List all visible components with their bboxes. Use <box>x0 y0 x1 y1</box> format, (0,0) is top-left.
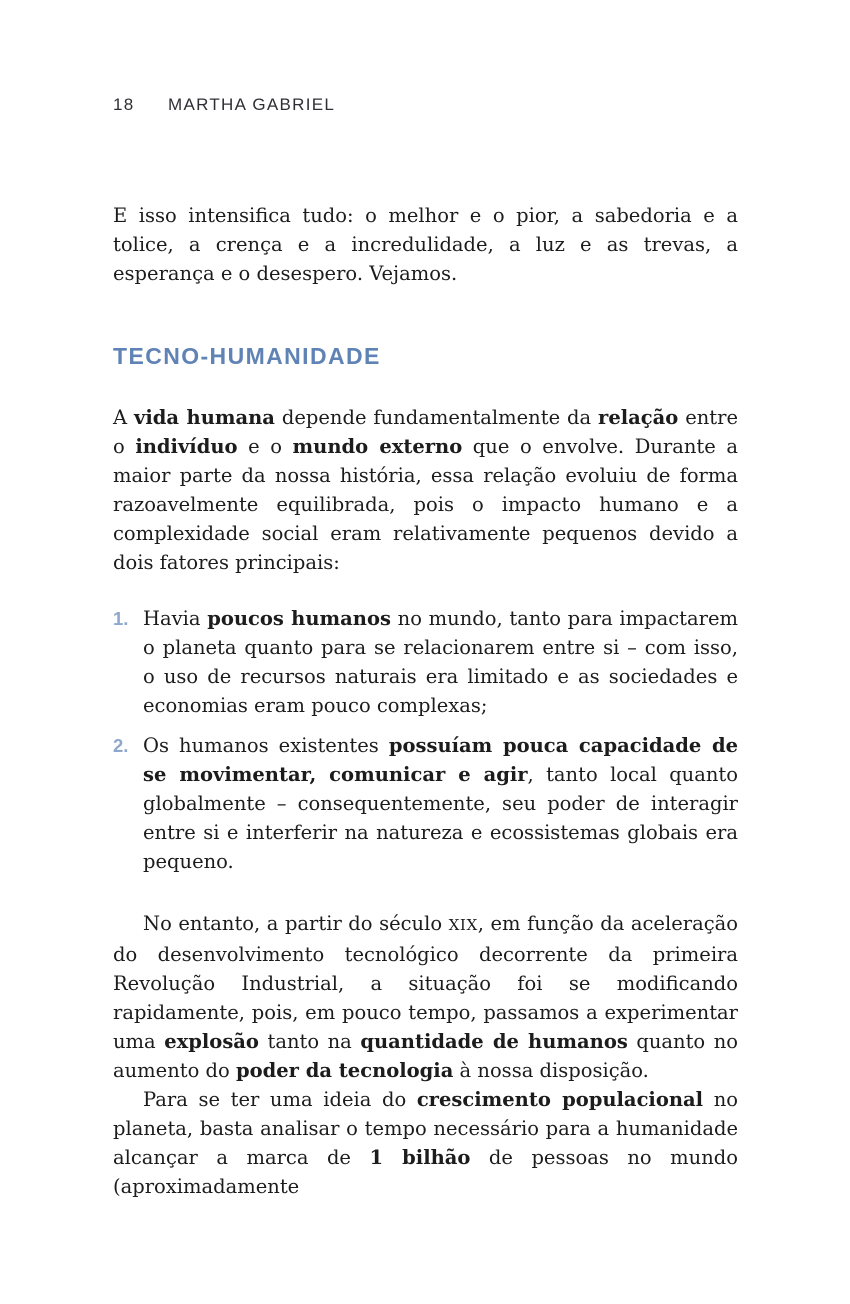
emphasized-text: quantidade de humanos <box>360 1030 628 1053</box>
body-text: No entanto, a partir do século <box>143 912 449 935</box>
body-text: E isso intensifica tudo: o melhor e o pior, a sabedoria e a tolice, a crença e a incredulidade, a luz e as trevas, a esperança e o desespero. Vejamos. <box>113 204 738 285</box>
paragraph <box>113 201 738 288</box>
list-item-text <box>143 604 738 720</box>
list-item-number: 1. <box>113 608 129 629</box>
body-text: Para se ter uma ideia do <box>143 1088 417 1111</box>
emphasized-text: poder da tecnologia <box>235 1059 454 1082</box>
body-text: tanto na <box>258 1030 361 1053</box>
list-item-text <box>143 731 738 876</box>
paragraph <box>113 403 738 577</box>
body-text: , tanto local quanto globalmente – consequentemente, seu poder de interagir entre si e interferir na natureza e ecossistemas globais era pequeno. <box>143 763 738 873</box>
emphasized-text: crescimento populacional <box>416 1088 704 1111</box>
body-text: e o <box>237 435 293 458</box>
body-text: no planeta, basta analisar o tempo necessário para a humanidade alcançar a marca de <box>113 1088 738 1169</box>
body-text: que o envolve. Durante a maior parte da nossa história, essa relação evoluiu de forma razoavelmente equilibrada, pois o impacto humano e a complexidade social eram relativamente pequenos devido a dois fatores principais: <box>113 435 738 574</box>
body-text: Havia <box>143 607 208 630</box>
body-text: Os humanos existentes <box>143 734 389 757</box>
emphasized-text: explosão <box>164 1030 259 1053</box>
list-item <box>113 731 738 876</box>
emphasized-text: possuíam pouca capacidade de se movimentar, comunicar e agir <box>143 734 739 786</box>
emphasized-text: 1 bilhão <box>369 1146 471 1169</box>
emphasized-text: relação <box>598 406 679 429</box>
emphasized-text: poucos humanos <box>207 607 391 630</box>
emphasized-text: mundo externo <box>292 435 463 458</box>
section-heading: TECNO-HUMANIDADE <box>113 343 381 369</box>
body-text: de pessoas no mundo (aproximadamente <box>113 1146 738 1198</box>
emphasized-text: indivíduo <box>135 435 238 458</box>
body-text: quanto no aumento do <box>113 1030 739 1082</box>
page-body <box>113 201 738 1201</box>
body-text: entre o <box>113 406 739 458</box>
running-head-author: MARTHA GABRIEL <box>168 95 336 114</box>
body-text: no mundo, tanto para impactarem o planeta quanto para se relacionarem entre si – com isso, o uso de recursos naturais era limitado e as sociedades e economias eram pouco complexas; <box>143 607 738 717</box>
body-text: à nossa disposição. <box>453 1059 649 1082</box>
body-text: A <box>113 406 134 429</box>
page-number: 18 <box>113 95 135 114</box>
emphasized-text: vida humana <box>134 406 275 429</box>
paragraph <box>113 909 738 1085</box>
body-text: depende fundamentalmente da <box>274 406 599 429</box>
numbered-list <box>113 604 738 876</box>
smallcaps-text: XIX <box>448 916 478 934</box>
body-text: , em função da aceleração do desenvolvimento tecnológico decorrente da primeira Revolução Industrial, a situação foi se modificando rapidamente, pois, em pouco tempo, passamos a experimentar uma <box>113 912 738 1053</box>
list-item-number: 2. <box>113 735 129 756</box>
page-header <box>113 95 738 115</box>
paragraph <box>113 1085 738 1201</box>
list-item <box>113 604 738 720</box>
